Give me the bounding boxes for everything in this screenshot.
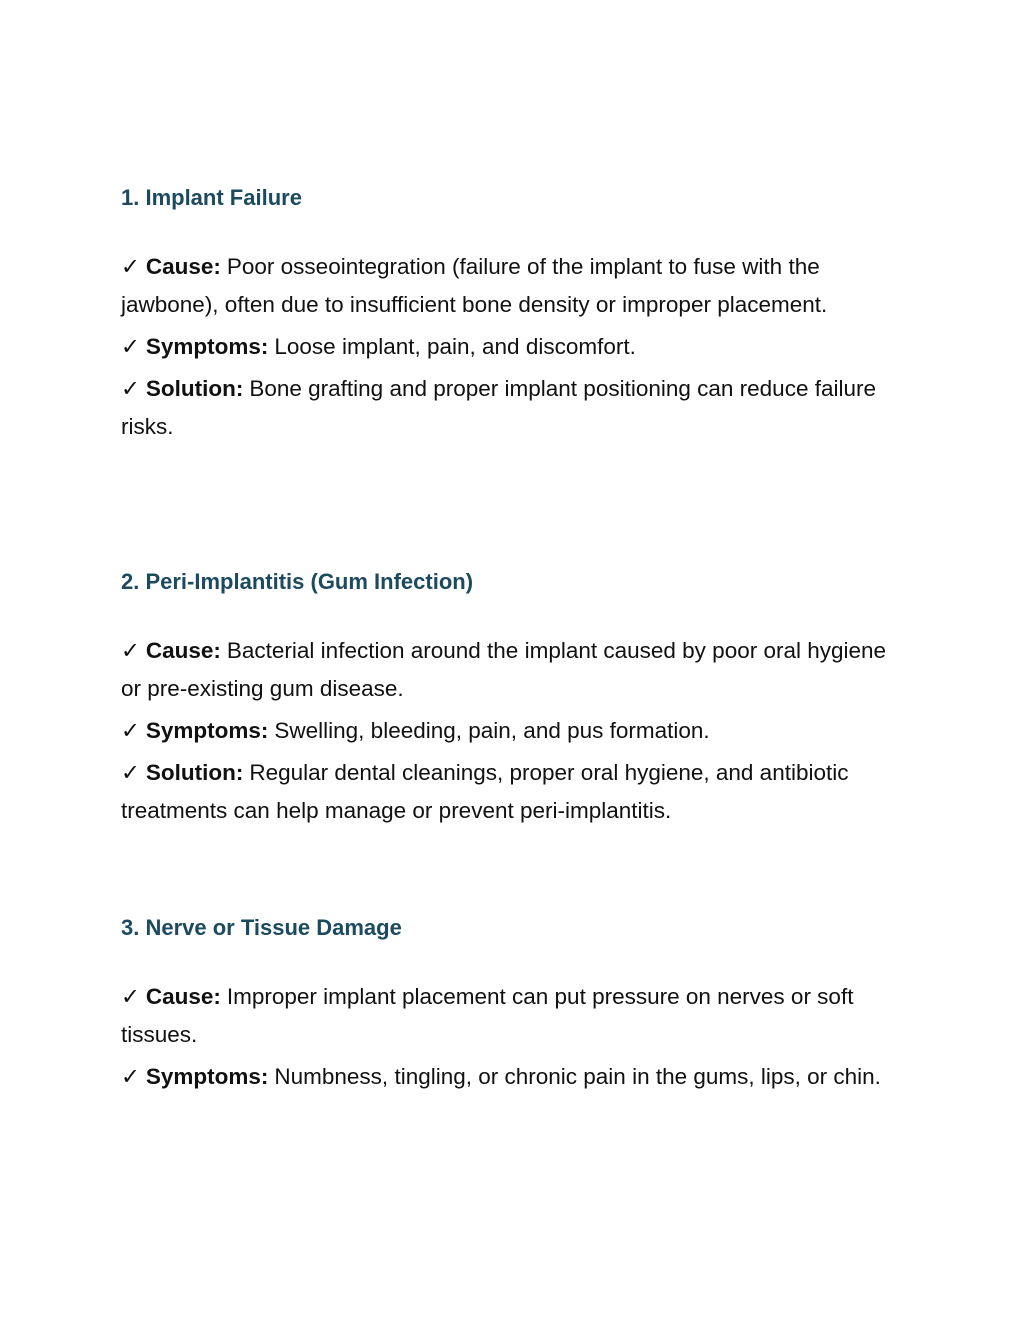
- list-item: [121, 978, 911, 1054]
- item-text: Swelling, bleeding, pain, and pus formation.: [274, 718, 710, 743]
- item-text: Loose implant, pain, and discomfort.: [274, 334, 636, 359]
- item-label: Cause:: [145, 984, 221, 1009]
- section-peri-implantitis: [121, 568, 911, 834]
- list-item: [121, 248, 911, 324]
- checkmark-icon: ✓: [121, 984, 140, 1010]
- section-nerve-tissue-damage: [121, 914, 911, 1100]
- item-text: Bone grafting and proper implant positioning can reduce failure risks.: [121, 376, 876, 439]
- item-list: [121, 248, 911, 446]
- item-list: [121, 632, 911, 830]
- section-implant-failure: [121, 184, 911, 450]
- item-label: Cause:: [145, 638, 221, 663]
- checkmark-icon: ✓: [121, 760, 140, 786]
- item-label: Solution:: [145, 376, 244, 401]
- section-heading: 2. Peri-Implantitis (Gum Infection): [121, 569, 474, 594]
- checkmark-icon: ✓: [121, 638, 140, 664]
- section-heading: 3. Nerve or Tissue Damage: [121, 915, 402, 940]
- item-label: Solution:: [145, 760, 244, 785]
- item-label: Symptoms:: [145, 334, 269, 359]
- checkmark-icon: ✓: [121, 334, 140, 360]
- item-label: Symptoms:: [145, 718, 269, 743]
- checkmark-icon: ✓: [121, 718, 140, 744]
- item-text: Regular dental cleanings, proper oral hygiene, and antibiotic treatments can help manage or prevent peri-implantitis.: [121, 760, 849, 823]
- item-list: [121, 978, 911, 1096]
- list-item: [121, 370, 911, 446]
- list-item: [121, 712, 911, 750]
- list-item: [121, 1058, 911, 1096]
- item-text: Improper implant placement can put pressure on nerves or soft tissues.: [121, 984, 854, 1047]
- item-text: Poor osseointegration (failure of the implant to fuse with the jawbone), often due to insufficient bone density or improper placement.: [121, 254, 828, 317]
- list-item: [121, 632, 911, 708]
- item-label: Symptoms:: [145, 1064, 269, 1089]
- checkmark-icon: ✓: [121, 1064, 140, 1090]
- list-item: [121, 754, 911, 830]
- item-text: Numbness, tingling, or chronic pain in the gums, lips, or chin.: [274, 1064, 881, 1089]
- item-label: Cause:: [145, 254, 221, 279]
- section-heading: 1. Implant Failure: [121, 185, 302, 210]
- checkmark-icon: ✓: [121, 254, 140, 280]
- item-text: Bacterial infection around the implant caused by poor oral hygiene or pre-existing gum disease.: [121, 638, 887, 701]
- checkmark-icon: ✓: [121, 376, 140, 402]
- list-item: [121, 328, 911, 366]
